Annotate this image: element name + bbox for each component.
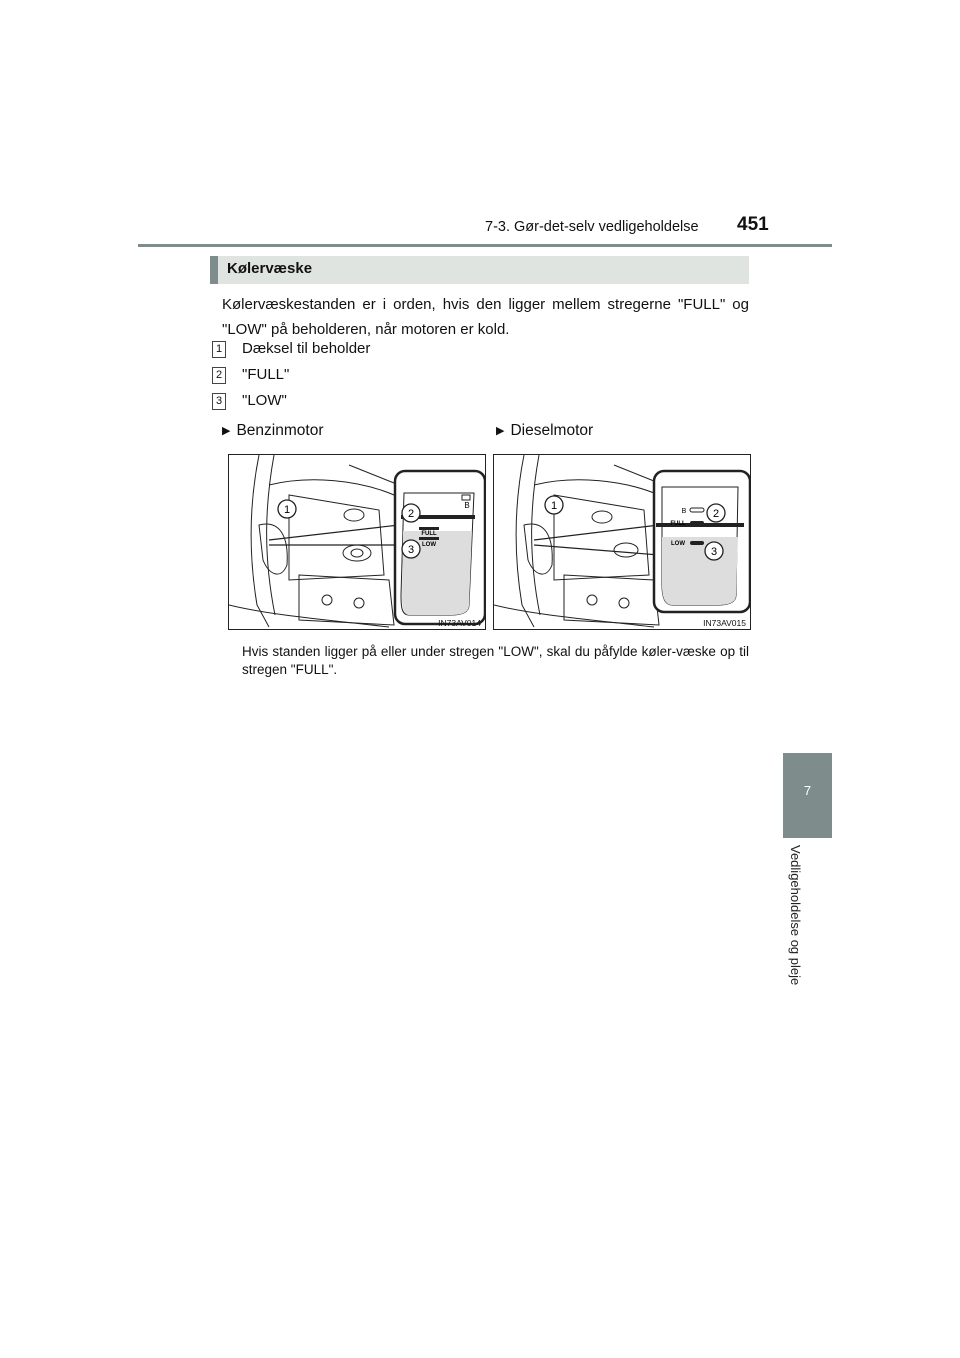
list-item <box>212 392 287 412</box>
header-rule <box>138 244 832 247</box>
section-heading <box>210 256 749 284</box>
fig2-callout-3: 3 <box>710 546 718 558</box>
figure-diesel-engine <box>493 454 751 630</box>
engine-bay-illustration <box>494 455 750 629</box>
header-title: 7-3. Gør-det-selv vedligeholdelse <box>485 219 699 235</box>
intro-paragraph: Kølervæskestanden er i orden, hvis den ligger mellem stregerne "FULL" og "LOW" på beholderen, når motoren er kold. <box>222 296 749 338</box>
fig1-b-mark: B <box>464 501 470 510</box>
fig2-callout-1: 1 <box>550 500 558 512</box>
fig1-low-mark: LOW <box>422 542 436 548</box>
variant-label-diesel <box>496 422 593 440</box>
fig1-callout-1: 1 <box>283 504 291 516</box>
list-item <box>212 340 370 360</box>
variant-text: Dieselmotor <box>510 422 594 439</box>
chapter-label-text: Vedligeholdelse og pleje <box>788 845 803 986</box>
fig1-callout-3: 3 <box>407 544 415 556</box>
item-number: 2 <box>212 367 226 384</box>
triangle-bullet-icon: ▶ <box>222 425 231 437</box>
item-number: 1 <box>212 341 226 358</box>
chapter-number: 7 <box>803 783 812 798</box>
figure-code: IN73AV015 <box>703 618 746 628</box>
engine-bay-illustration <box>229 455 485 629</box>
figure-code: IN73AV014 <box>438 618 481 628</box>
section-heading-bar <box>210 256 218 284</box>
figure-petrol-engine <box>228 454 486 630</box>
item-text: "FULL" <box>242 366 290 383</box>
chapter-tab <box>783 753 832 838</box>
fig2-b-mark: B <box>681 508 687 515</box>
item-text: Dæksel til beholder <box>242 340 371 357</box>
chapter-label <box>786 845 816 985</box>
item-number: 3 <box>212 393 226 410</box>
note-paragraph: Hvis standen ligger på eller under stregen "LOW", skal du påfylde køler-væske op til stregen "FULL". <box>242 644 749 677</box>
fig2-full-mark: FULL <box>670 521 686 527</box>
list-item <box>212 366 289 386</box>
fig1-full-mark: FULL <box>421 531 437 537</box>
variant-text: Benzinmotor <box>236 422 324 439</box>
item-text: "LOW" <box>242 392 287 409</box>
fig1-callout-2: 2 <box>407 508 415 520</box>
section-heading-text: Kølervæske <box>227 260 313 277</box>
fig2-low-mark: LOW <box>671 541 685 547</box>
page-number: 451 <box>737 214 769 235</box>
fig2-callout-2: 2 <box>712 508 720 520</box>
variant-label-petrol <box>222 422 323 440</box>
triangle-bullet-icon: ▶ <box>496 425 505 437</box>
